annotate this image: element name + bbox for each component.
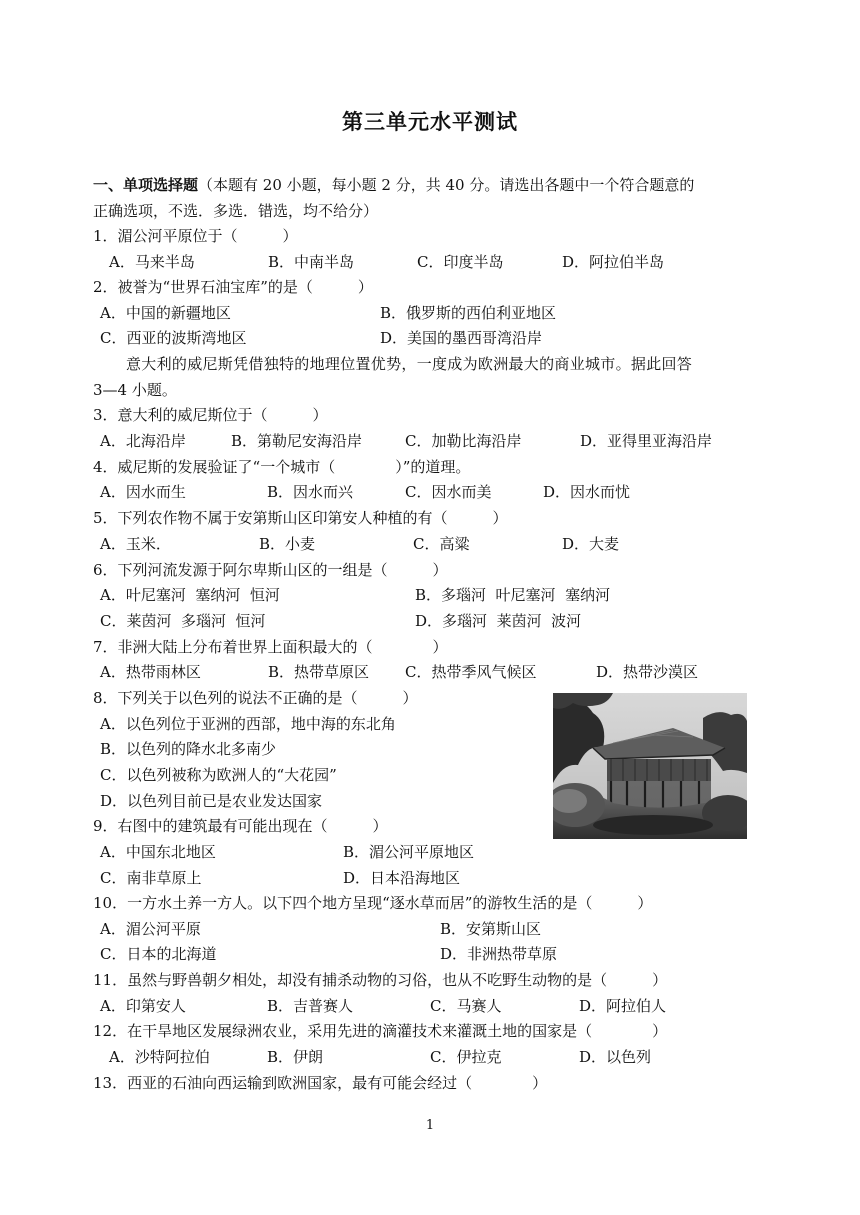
question-stem: 12．在干旱地区发展绿洲农业，采用先进的滴灌技术来灌溉土地的国家是（ ） [93, 1022, 668, 1040]
answer-option[interactable]: C．日本的北海道 [100, 945, 217, 963]
answer-option[interactable]: A．因水而生 [100, 483, 186, 501]
answer-option[interactable]: B．俄罗斯的西伯利亚地区 [380, 304, 557, 322]
answer-option[interactable]: D．以色列目前已是农业发达国家 [100, 792, 323, 810]
question-stem: 1．湄公河平原位于（ ） [93, 227, 298, 245]
question-stem: 13．西亚的石油向西运输到欧洲国家，最有可能会经过（ ） [93, 1074, 548, 1092]
answer-option[interactable]: A．湄公河平原 [100, 920, 201, 938]
section-heading-line [93, 175, 694, 195]
answer-option[interactable]: D．美国的墨西哥湾沿岸 [380, 329, 543, 347]
page-title: 第三单元水平测试 [342, 110, 518, 134]
answer-option[interactable]: D．热带沙漠区 [596, 663, 699, 681]
question-stem: 9．右图中的建筑最有可能出现在（ ） [93, 817, 388, 835]
answer-option[interactable]: A．中国的新疆地区 [100, 304, 231, 322]
answer-option[interactable]: C．印度半岛 [417, 253, 504, 271]
answer-option[interactable]: B．小麦 [259, 535, 316, 553]
answer-option[interactable]: A．热带雨林区 [100, 663, 201, 681]
answer-option[interactable]: C．马赛人 [430, 997, 502, 1015]
answer-option[interactable]: D．以色列 [579, 1048, 652, 1066]
answer-option[interactable]: B．第勒尼安海沿岸 [231, 432, 363, 450]
answer-option[interactable]: A．沙特阿拉伯 [109, 1048, 210, 1066]
answer-option[interactable]: C．南非草原上 [100, 869, 202, 887]
answer-option[interactable]: B．热带草原区 [268, 663, 370, 681]
answer-option[interactable]: D．日本沿海地区 [343, 869, 461, 887]
answer-option[interactable]: B．安第斯山区 [440, 920, 542, 938]
answer-option[interactable]: B．伊朗 [267, 1048, 324, 1066]
answer-option[interactable]: B．以色列的降水北多南少 [100, 740, 277, 758]
answer-option[interactable]: D．阿拉伯半岛 [562, 253, 665, 271]
answer-option[interactable]: B．多瑙河 叶尼塞河 塞纳河 [415, 586, 611, 604]
answer-option[interactable]: B．湄公河平原地区 [343, 843, 475, 861]
section-instructions-cont: 正确选项，不选．多选．错选，均不给分） [93, 202, 379, 220]
page-number: 1 [425, 1118, 435, 1133]
answer-option[interactable]: D．多瑙河 莱茵河 波河 [415, 612, 582, 630]
answer-option[interactable]: B．中南半岛 [268, 253, 355, 271]
question-stem: 7．非洲大陆上分布着世界上面积最大的（ ） [93, 638, 448, 656]
answer-option[interactable]: C．高粱 [413, 535, 470, 553]
reading-passage: 意大利的威尼斯凭借独特的地理位置优势，一度成为欧洲最大的商业城市。据此回答 [126, 355, 693, 373]
answer-option[interactable]: D．大麦 [562, 535, 620, 553]
answer-option[interactable]: D．阿拉伯人 [579, 997, 667, 1015]
question-stem: 2．被誉为“世界石油宝库”的是（ ） [93, 278, 373, 296]
question-stem: 10．一方水土养一方人。以下四个地方呈现“逐水草而居”的游牧生活的是（ ） [93, 894, 653, 912]
reading-passage-cont: 3—4 小题。 [93, 381, 177, 399]
answer-option[interactable]: A．印第安人 [100, 997, 186, 1015]
answer-option[interactable]: B．因水而兴 [267, 483, 354, 501]
answer-option[interactable]: C．热带季风气候区 [405, 663, 537, 681]
answer-option[interactable]: A．北海沿岸 [100, 432, 186, 450]
question-stem: 3．意大利的威尼斯位于（ ） [93, 406, 328, 424]
answer-option[interactable]: C．加勒比海沿岸 [405, 432, 522, 450]
answer-option[interactable]: D．亚得里亚海沿岸 [580, 432, 713, 450]
answer-option[interactable]: C．莱茵河 多瑙河 恒河 [100, 612, 266, 630]
answer-option[interactable]: A．马来半岛 [109, 253, 195, 271]
question-stem: 5．下列农作物不属于安第斯山区印第安人种植的有（ ） [93, 509, 508, 527]
section-instructions: （本题有 20 小题，每小题 2 分，共 40 分。请选出各题中一个符合题意的 [198, 176, 695, 194]
stilt-house-photo [553, 693, 747, 839]
answer-option[interactable]: D．因水而忧 [543, 483, 631, 501]
answer-option[interactable]: C．伊拉克 [430, 1048, 502, 1066]
answer-option[interactable]: A．以色列位于亚洲的西部，地中海的东北角 [100, 715, 396, 733]
answer-option[interactable]: A．玉米． [100, 535, 171, 553]
answer-option[interactable]: B．吉普赛人 [267, 997, 354, 1015]
answer-option[interactable]: A．叶尼塞河 塞纳河 恒河 [100, 586, 280, 604]
question-stem: 6．下列河流发源于阿尔卑斯山区的一组是（ ） [93, 561, 448, 579]
question-stem: 11．虽然与野兽朝夕相处，却没有捕杀动物的习俗，也从不吃野生动物的是（ ） [93, 971, 668, 989]
section-heading: 一、单项选择题 [93, 176, 199, 194]
answer-option[interactable]: C．以色列被称为欧洲人的“大花园” [100, 766, 337, 784]
answer-option[interactable]: C．因水而美 [405, 483, 492, 501]
answer-option[interactable]: C．西亚的波斯湾地区 [100, 329, 247, 347]
answer-option[interactable]: D．非洲热带草原 [440, 945, 558, 963]
answer-option[interactable]: A．中国东北地区 [100, 843, 216, 861]
question-stem: 4．威尼斯的发展验证了“一个城市（ ）”的道理。 [93, 458, 471, 476]
question-stem: 8．下列关于以色列的说法不正确的是（ ） [93, 689, 418, 707]
